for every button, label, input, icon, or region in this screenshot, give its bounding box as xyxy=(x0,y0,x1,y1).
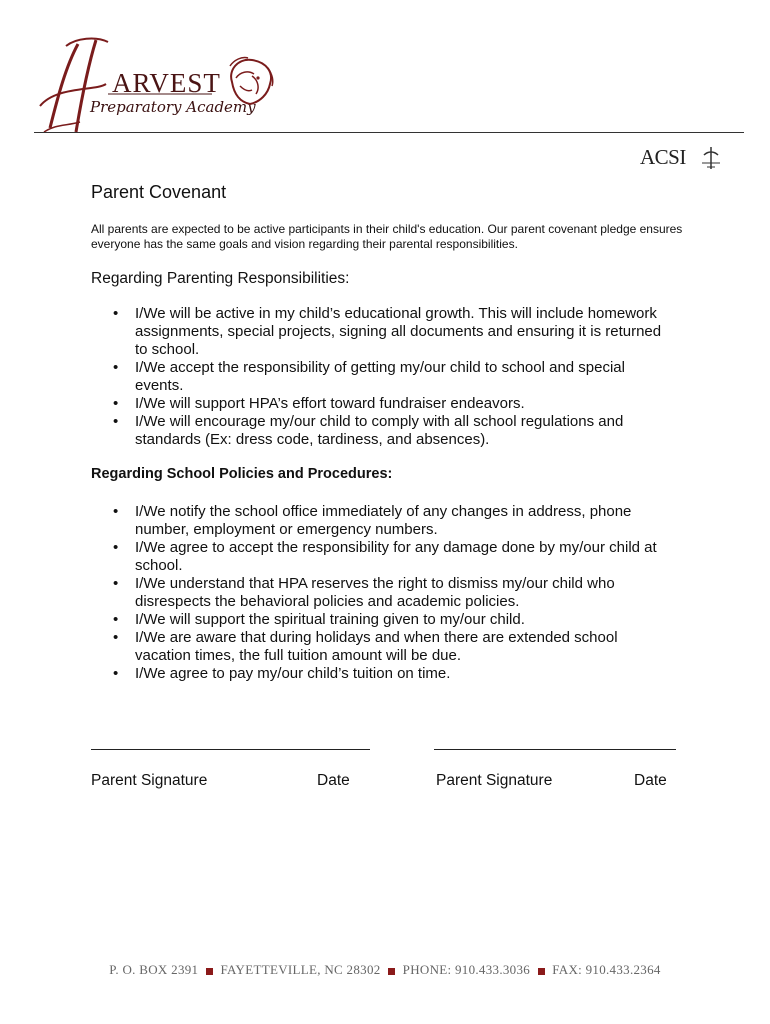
list-item: • I/We understand that HPA reserves the right to dismiss my/our child who disrespects the behavioral policies and academic policies. xyxy=(113,575,615,610)
logo-subtitle: Preparatory Academy xyxy=(90,98,256,116)
section-heading-parenting: Regarding Parenting Responsibilities: xyxy=(91,270,350,287)
section-heading-policies: Regarding School Policies and Procedures: xyxy=(91,466,393,482)
bullet-icon: • xyxy=(113,665,119,682)
acsi-logo xyxy=(640,145,724,171)
list-item: • I/We agree to accept the responsibility for any damage done by my/our child at school. xyxy=(113,539,657,574)
bullet-icon: • xyxy=(113,395,119,412)
list-item: • I/We are aware that during holidays and when there are extended school vacation times, the full tuition amount will be due. xyxy=(113,629,618,664)
school-logo xyxy=(36,36,296,136)
bullet-icon: • xyxy=(113,305,119,322)
bullet-icon: • xyxy=(113,539,119,556)
school-policies-list xyxy=(91,503,671,683)
list-item: • I/We will encourage my/our child to comply with all school regulations and standards (Ex: dress code, tardiness, and absences). xyxy=(113,413,624,448)
parenting-responsibilities-list xyxy=(91,305,671,449)
list-item: • I/We will be active in my child’s educational growth. This will include homework assignments, special projects, signing all documents and ensuring it is returned to school. xyxy=(113,305,662,358)
logo-name: ARVEST xyxy=(112,68,221,98)
footer-fax: FAX: 910.433.2364 xyxy=(552,962,661,977)
header-rule xyxy=(34,132,744,133)
bullet-icon: • xyxy=(113,629,119,646)
signature-line-1[interactable] xyxy=(91,749,370,750)
intro-paragraph: All parents are expected to be active participants in their child's education. Our parent covenant pledge ensures everyone has the same goals and vision regarding their parental responsibilities. xyxy=(91,222,683,251)
parent-signature-label-1: Parent Signature xyxy=(91,772,208,789)
footer-city: FAYETTEVILLE, NC 28302 xyxy=(220,962,381,977)
square-separator-icon xyxy=(206,968,213,975)
bullet-icon: • xyxy=(113,575,119,592)
bullet-icon: • xyxy=(113,413,119,430)
list-item: • I/We will support HPA’s effort toward fundraiser endeavors. xyxy=(113,395,525,412)
lion-head-icon xyxy=(222,54,278,110)
footer-po-box: P. O. BOX 2391 xyxy=(109,962,199,977)
list-item: • I/We will support the spiritual training given to my/our child. xyxy=(113,611,525,628)
list-item: • I/We agree to pay my/our child’s tuition on time. xyxy=(113,665,451,682)
acsi-logo-text: ACSI xyxy=(640,145,686,169)
square-separator-icon xyxy=(538,968,545,975)
bullet-icon: • xyxy=(113,359,119,376)
torch-emblem-icon xyxy=(698,145,724,171)
bullet-icon: • xyxy=(113,503,119,520)
bullet-icon: • xyxy=(113,611,119,628)
square-separator-icon xyxy=(388,968,395,975)
footer-address xyxy=(0,962,770,978)
signature-line-2[interactable] xyxy=(434,749,676,750)
date-label-1: Date xyxy=(317,772,350,789)
date-label-2: Date xyxy=(634,772,667,789)
list-item: • I/We notify the school office immediately of any changes in address, phone number, employment or emergency numbers. xyxy=(113,503,632,538)
footer-phone: PHONE: 910.433.3036 xyxy=(402,962,531,977)
list-item: • I/We accept the responsibility of getting my/our child to school and special events. xyxy=(113,359,625,394)
parent-signature-label-2: Parent Signature xyxy=(436,772,553,789)
page-title: Parent Covenant xyxy=(91,182,227,202)
